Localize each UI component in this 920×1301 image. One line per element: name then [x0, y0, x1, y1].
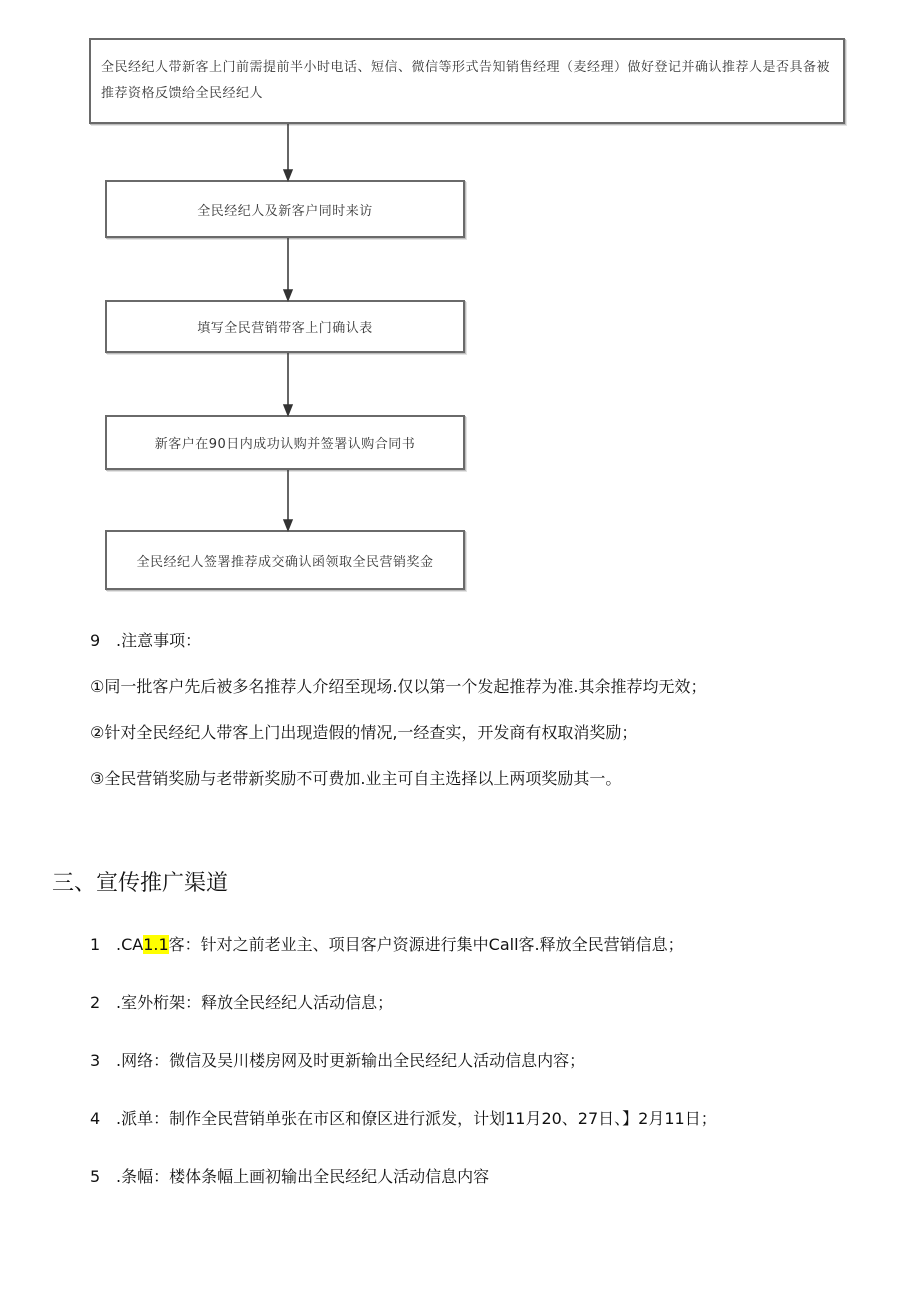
channel-item-3	[90, 1048, 585, 1071]
channel-item-2-number: 2	[90, 993, 101, 1012]
channel-item-1	[90, 932, 684, 955]
notes-number: 9	[90, 631, 101, 650]
channel-item-1-number: 1	[90, 935, 101, 954]
channel-item-5	[90, 1164, 489, 1187]
channel-item-4	[90, 1106, 717, 1129]
channel-item-2	[90, 990, 393, 1013]
channel-item-1-highlight: 1.1	[143, 935, 169, 954]
flow-step-2-text: 全民经纪人及新客户同时来访	[197, 203, 373, 219]
channel-item-5-text: .条幅：楼体条幅上画初输出全民经纪人活动信息内容	[116, 1167, 490, 1186]
flow-arrow-3-head	[284, 405, 292, 415]
flow-arrow-2-head	[284, 290, 292, 300]
channel-item-3-text: .网络：微信及吴川楼房网及时更新输出全民经纪人活动信息内容；	[116, 1051, 586, 1070]
flow-step-1-text: 全民经纪人带新客上门前需提前半小时电话、短信、微信等形式告知销售经理（麦经理）做好登记并确认推荐人是否具备被推荐资格反馈给全民经纪人	[101, 60, 831, 101]
channel-item-1-text: 客：针对之前老业主、项目客户资源进行集中Call客.释放全民营销信息；	[168, 935, 684, 954]
channel-item-2-text: .室外桁架：释放全民经纪人活动信息；	[116, 993, 394, 1012]
notes-title-text: .注意事项：	[116, 631, 202, 650]
notes-title	[90, 628, 201, 651]
channel-item-4-text: .派单：制作全民营销单张在市区和僚区进行派发，计划11月20、27日、】2月11日；	[116, 1109, 717, 1128]
flow-arrow-1-head	[284, 170, 292, 180]
note-item-3: ③全民营销奖励与老带新奖励不可费加.业主可自主选择以上两项奖励其一。	[90, 769, 622, 788]
note-item-2: ②针对全民经纪人带客上门出现造假的情况,一经查实，开发商有权取消奖励；	[90, 723, 638, 742]
flow-step-4-text: 新客户在90日内成功认购并签署认购合同书	[154, 437, 416, 452]
channel-item-3-number: 3	[90, 1051, 101, 1070]
note-item-1: ①同一批客户先后被多名推荐人介绍至现场.仅以第一个发起推荐为准.其余推荐均无效；	[90, 677, 707, 696]
channel-item-5-number: 5	[90, 1167, 101, 1186]
channel-item-4-number: 4	[90, 1109, 101, 1128]
flow-arrow-4-head	[284, 520, 292, 530]
flow-step-5-text: 全民经纪人签署推荐成交确认函领取全民营销奖金	[136, 554, 434, 570]
flow-arrows	[0, 0, 920, 620]
section-3-heading: 三、宣传推广渠道	[52, 871, 229, 896]
flow-step-3-text: 填写全民营销带客上门确认表	[197, 321, 373, 336]
channel-item-1-pre: .CA	[116, 935, 144, 954]
